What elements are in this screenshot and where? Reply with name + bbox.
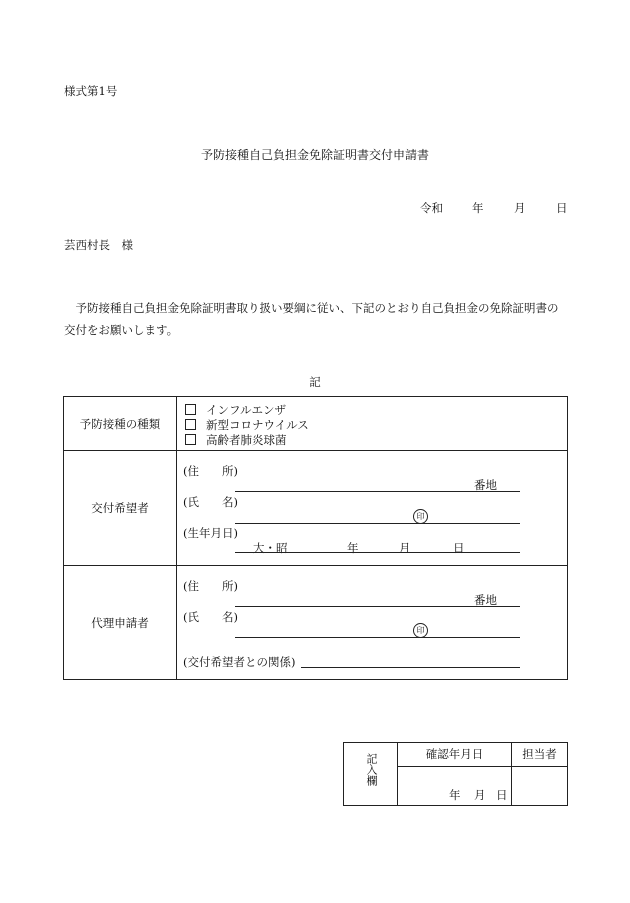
checkbox-option[interactable] [185, 417, 309, 433]
vaccine-row [64, 397, 567, 451]
relation-field[interactable] [301, 667, 520, 668]
record-year: 年 [449, 788, 461, 802]
date-year: 年 [472, 201, 484, 215]
birth-year: 年 [347, 541, 359, 555]
confirm-date-header: 確認年月日 [398, 743, 511, 767]
option-label: 新型コロナウイルス [206, 418, 309, 432]
checkbox-icon[interactable] [185, 419, 196, 430]
birth-field[interactable] [235, 552, 520, 553]
name-label: (氏 名) [183, 610, 238, 624]
option-label: 高齢者肺炎球菌 [206, 433, 287, 447]
record-side-label: 記入欄 [365, 753, 378, 786]
record-table [343, 742, 568, 806]
relation-label: (交付希望者との関係) [183, 655, 296, 669]
agent-label: 代理申請者 [64, 566, 177, 679]
applicant-label: 交付希望者 [64, 451, 177, 565]
date-day: 日 [556, 201, 568, 215]
birth-day: 日 [453, 541, 465, 555]
body-text: 予防接種自己負担金免除証明書取り扱い要綱に従い、下記のとおり自己負担金の免除証明書の交付をお願いします。 [64, 301, 559, 337]
record-month: 月 [474, 788, 486, 802]
confirm-date-cell [398, 743, 512, 805]
checkbox-option[interactable] [185, 402, 286, 418]
date-line [420, 200, 568, 216]
vaccine-label: 予防接種の種類 [64, 397, 177, 450]
date-era: 令和 [420, 201, 443, 215]
name-field[interactable] [235, 637, 520, 638]
record-day: 日 [496, 788, 508, 802]
address-field[interactable] [235, 491, 520, 492]
option-label: インフルエンザ [206, 403, 287, 417]
vaccine-options [177, 397, 567, 450]
date-month: 月 [514, 201, 526, 215]
checkbox-icon[interactable] [185, 434, 196, 445]
address-label: (住 所) [183, 464, 238, 478]
application-table [63, 396, 568, 680]
agent-row [64, 566, 567, 679]
address-field[interactable] [235, 606, 520, 607]
page-title: 予防接種自己負担金免除証明書交付申請書 [200, 148, 429, 162]
record-side [344, 743, 398, 805]
staff-cell [512, 743, 567, 805]
name-field[interactable] [235, 523, 520, 524]
addressee: 芸西村長 様 [64, 238, 133, 252]
name-label: (氏 名) [183, 495, 238, 509]
address-suffix: 番地 [474, 478, 497, 492]
applicant-fields [177, 451, 567, 565]
birth-month: 月 [399, 541, 411, 555]
checkbox-icon[interactable] [185, 404, 196, 415]
ki-heading: 記 [309, 375, 321, 389]
address-label: (住 所) [183, 579, 238, 593]
checkbox-option[interactable] [185, 432, 287, 448]
seal-icon: 印 [413, 509, 428, 524]
staff-header: 担当者 [512, 743, 567, 767]
agent-fields [177, 566, 567, 679]
birth-era: 大・昭 [253, 541, 288, 555]
applicant-row [64, 451, 567, 566]
form-number: 様式第1号 [64, 84, 118, 98]
seal-icon: 印 [413, 623, 428, 638]
address-suffix: 番地 [474, 593, 497, 607]
birth-label: (生年月日) [183, 526, 238, 540]
